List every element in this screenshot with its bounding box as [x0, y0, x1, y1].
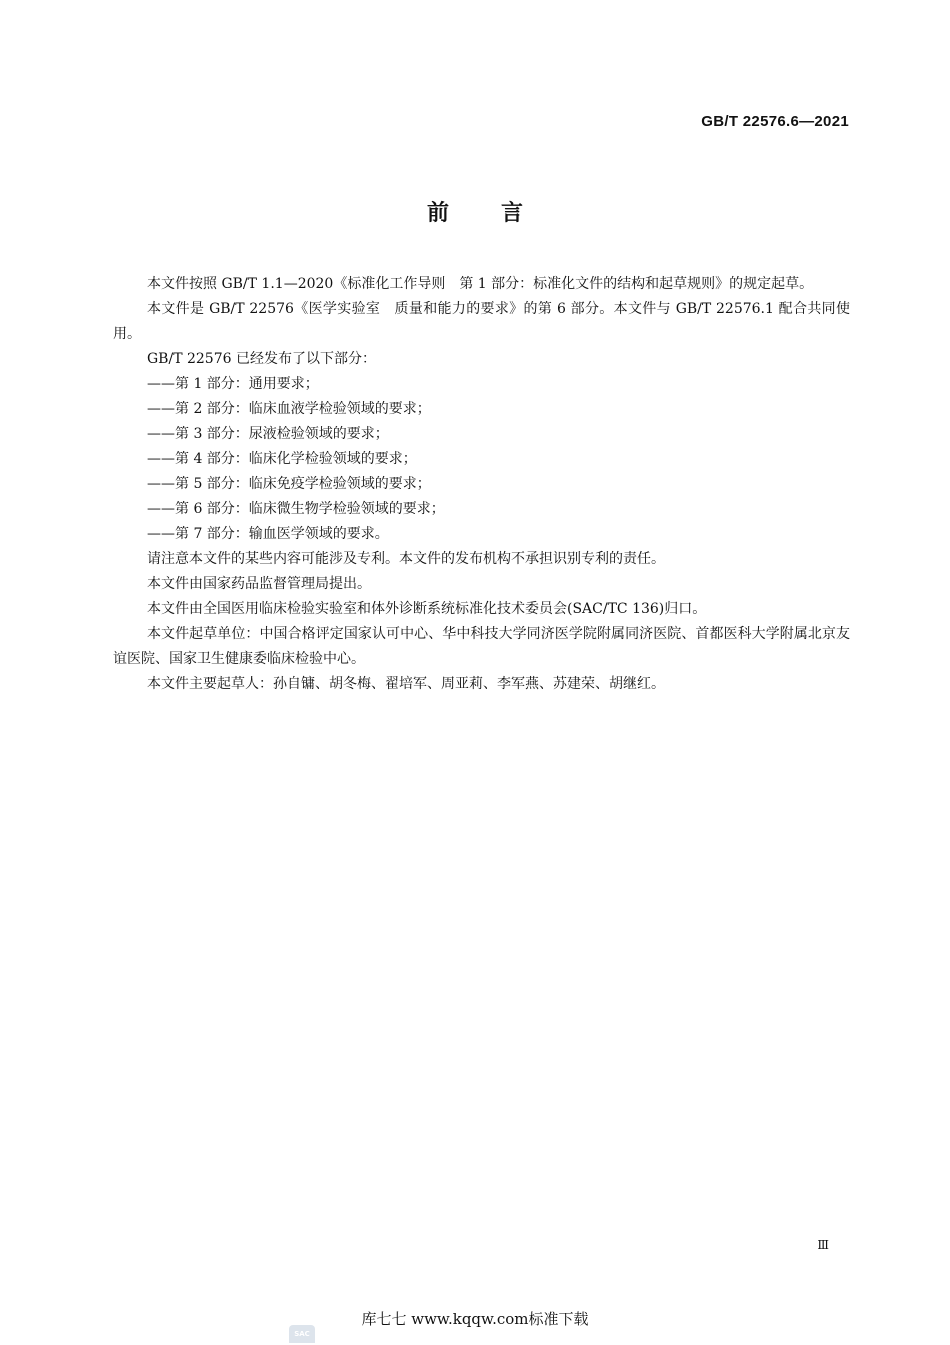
list-item-part-5: ——第 5 部分：临床免疫学检验领域的要求；: [147, 476, 431, 492]
paragraph-part-info: 本文件是 GB/T 22576《医学实验室 质量和能力的要求》的第 6 部分。本文件与 GB/T 22576.1 配合共同使用。: [113, 301, 850, 342]
foreword-content: [113, 272, 850, 697]
page-title: 前言: [426, 201, 575, 226]
page-number: Ⅲ: [817, 1238, 829, 1252]
paragraph-drafters: 本文件主要起草人：孙自镛、胡冬梅、翟培军、周亚莉、李军燕、苏建荣、胡继红。: [147, 676, 665, 692]
paragraph-published-parts: GB/T 22576 已经发布了以下部分：: [147, 351, 376, 367]
sac-logo: SAC: [289, 1325, 315, 1343]
standard-number: GB/T 22576.6—2021: [701, 113, 849, 130]
list-item-part-6: ——第 6 部分：临床微生物学检验领域的要求；: [147, 501, 445, 517]
list-item-part-1: ——第 1 部分：通用要求；: [147, 376, 319, 392]
footer-watermark-text: 库七七 www.kqqw.com标准下载: [361, 1310, 589, 1328]
list-item-part-2: ——第 2 部分：临床血液学检验领域的要求；: [147, 401, 431, 417]
list-item-part-3: ——第 3 部分：尿液检验领域的要求；: [147, 426, 389, 442]
list-item-part-7: ——第 7 部分：输血医学领域的要求。: [147, 526, 389, 542]
paragraph-patent-notice: 请注意本文件的某些内容可能涉及专利。本文件的发布机构不承担识别专利的责任。: [147, 551, 665, 567]
paragraph-drafting-rules: 本文件按照 GB/T 1.1—2020《标准化工作导则 第 1 部分：标准化文件的结构和起草规则》的规定起草。: [147, 276, 814, 292]
paragraph-proposer: 本文件由国家药品监督管理局提出。: [147, 576, 371, 592]
paragraph-committee: 本文件由全国医用临床检验实验室和体外诊断系统标准化技术委员会(SAC/TC 136)归口。: [147, 601, 707, 617]
list-item-part-4: ——第 4 部分：临床化学检验领域的要求；: [147, 451, 417, 467]
paragraph-drafting-units: 本文件起草单位：中国合格评定国家认可中心、华中科技大学同济医学院附属同济医院、首都医科大学附属北京友谊医院、国家卫生健康委临床检验中心。: [113, 626, 850, 667]
